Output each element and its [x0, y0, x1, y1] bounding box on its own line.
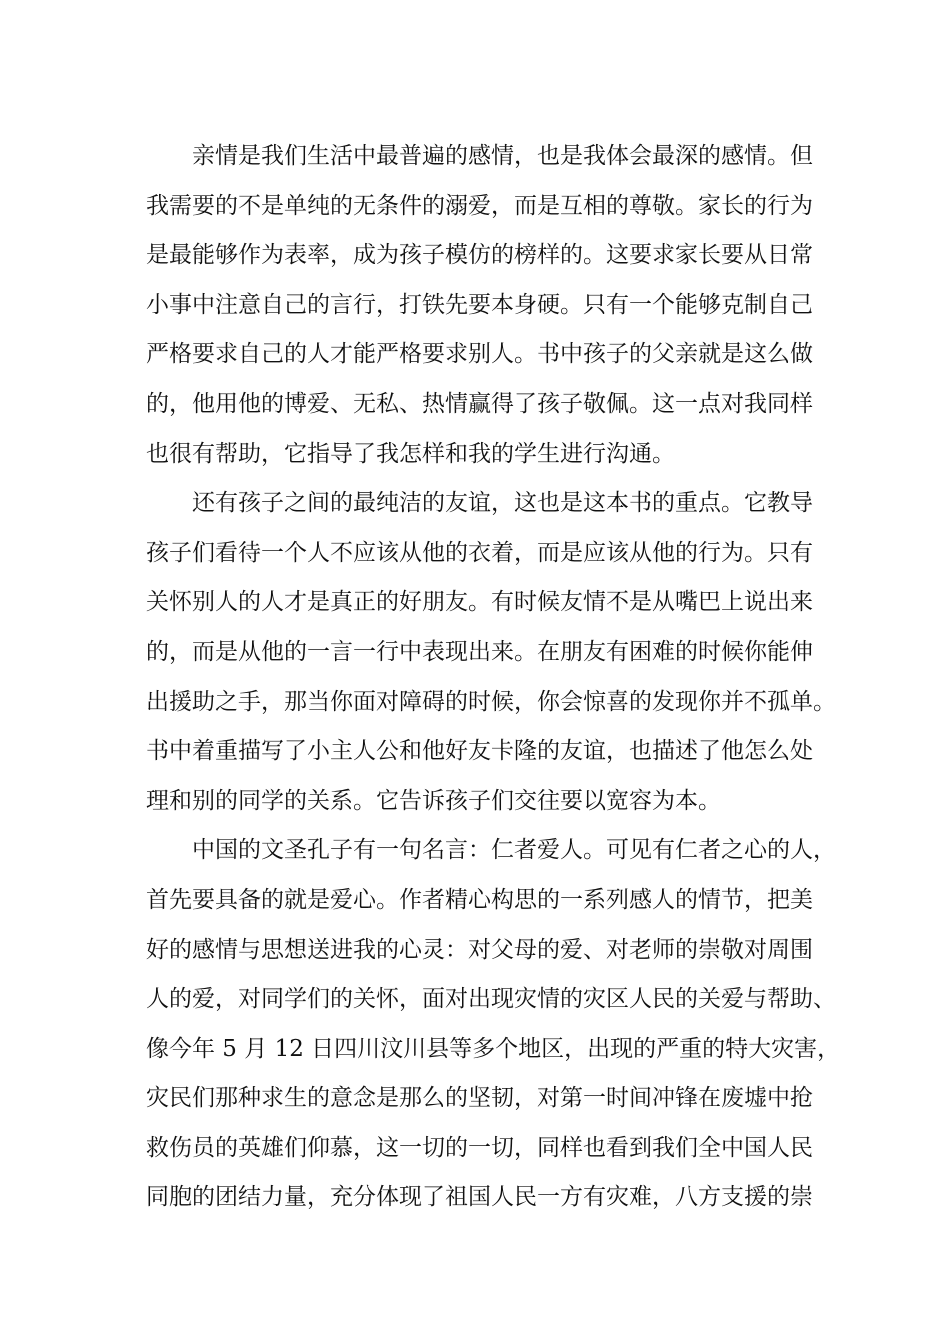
paragraph-1-line-3: 是最能够作为表率，成为孩子模仿的榜样的。这要求家长要从日常	[146, 242, 813, 269]
essay-body	[146, 132, 841, 1223]
paragraph-2-line-5: 出援助之手，那当你面对障碍的时候，你会惊喜的发现你并不孤单。	[146, 688, 836, 715]
paragraph-3-line-4: 人的爱，对同学们的关怀，面对出现灾情的灾区人民的关爱与帮助、	[146, 986, 836, 1013]
paragraph-2-line-4: 的，而是从他的一言一行中表现出来。在朋友有困难的时候你能伸	[146, 638, 813, 665]
paragraph-2-line-6: 书中着重描写了小主人公和他好友卡隆的友谊，也描述了他怎么处	[146, 738, 813, 765]
paragraph-3-line-3: 好的感情与思想送进我的心灵：对父母的爱、对老师的崇敬对周围	[146, 936, 813, 963]
paragraph-1-line-1: 亲情是我们生活中最普遍的感情，也是我体会最深的感情。但	[192, 143, 813, 169]
paragraph-3-line-1: 中国的文圣孔子有一句名言：仁者爱人。可见有仁者之心的人，	[192, 837, 836, 864]
paragraph-2-line-7: 理和别的同学的关系。它告诉孩子们交往要以宽容为本。	[146, 787, 721, 814]
paragraph-1-line-4: 小事中注意自己的言行，打铁先要本身硬。只有一个能够克制自己	[146, 291, 813, 318]
paragraph-1-line-5: 严格要求自己的人才能严格要求别人。书中孩子的父亲就是这么做	[146, 341, 813, 368]
paragraph-1-line-6: 的，他用他的博爱、无私、热情赢得了孩子敬佩。这一点对我同样	[146, 390, 813, 417]
paragraph-1-line-2: 我需要的不是单纯的无条件的溺爱，而是互相的尊敬。家长的行为	[146, 192, 813, 219]
paragraph-3-line-7: 救伤员的英雄们仰慕，这一切的一切，同样也看到我们全中国人民	[146, 1134, 813, 1161]
paragraph-3-line-8: 同胞的团结力量，充分体现了祖国人民一方有灾难，八方支援的崇	[146, 1184, 813, 1211]
paragraph-2-line-2: 孩子们看待一个人不应该从他的衣着，而是应该从他的行为。只有	[146, 539, 813, 566]
paragraph-1-line-7: 也很有帮助，它指导了我怎样和我的学生进行沟通。	[146, 440, 675, 467]
paragraph-2-line-3: 关怀别人的人才是真正的好朋友。有时候友情不是从嘴巴上说出来	[146, 589, 813, 616]
paragraph-3-line-5: 像今年 5 月 12 日四川汶川县等多个地区，出现的严重的特大灾害，	[146, 1035, 841, 1062]
paragraph-3-line-2: 首先要具备的就是爱心。作者精心构思的一系列感人的情节，把美	[146, 886, 813, 913]
paragraph-2-line-1: 还有孩子之间的最纯洁的友谊，这也是这本书的重点。它教导	[192, 490, 813, 517]
paragraph-3-line-6: 灾民们那种求生的意念是那么的坚韧，对第一时间冲锋在废墟中抢	[146, 1085, 813, 1112]
